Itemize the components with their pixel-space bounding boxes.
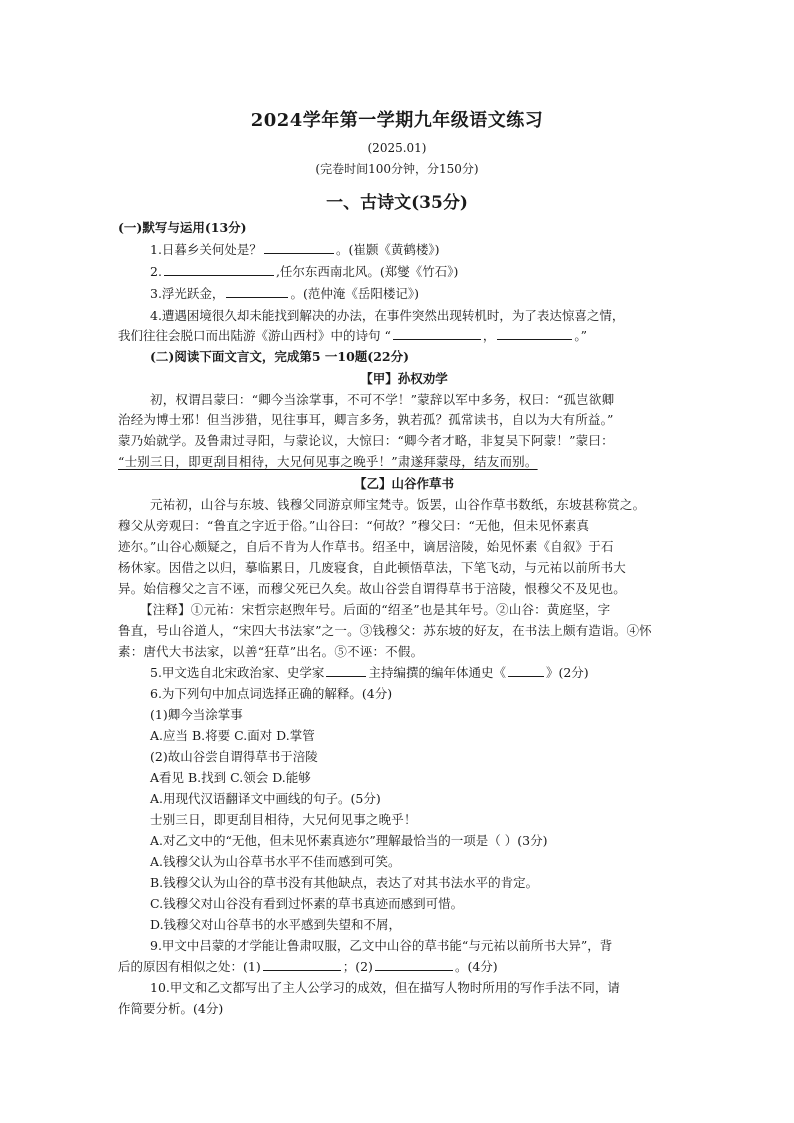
question-6-1-options: A.应当 B.将要 C.面对 D.掌管 (150, 728, 315, 743)
question-10-line1: 10.甲文和乙文都写出了主人公学习的成效，但在描写人物时所用的写作手法不同，请 (150, 980, 620, 995)
q4-text: 我们往往会脱口而出陆游《游山西村》中的诗句 “ (118, 328, 391, 343)
q2-blank[interactable] (164, 262, 274, 276)
page-title: 2024学年第一学期九年级语文练习 (250, 110, 544, 131)
q1-source: 。(崔颢《黄鹤楼》) (335, 242, 440, 257)
question-7-sentence: 士别三日，即更刮目相待，大兄何见事之晚乎！ (150, 812, 417, 827)
q5-points: 》(2分) (545, 665, 589, 680)
text-a-underlined-sentence: “士别三日，即更刮目相待，大兄何见事之晚乎！”肃遂拜蒙母，结友而别。 (118, 454, 538, 469)
q5-blank-2[interactable] (508, 663, 544, 677)
notes-line: 鲁直，号山谷道人，“宋四大书法家”之一。③钱穆父：苏东坡的好友，在书法上颇有造诣。④怀 (118, 623, 652, 638)
q1-text: 1.日暮乡关何处是？ (150, 242, 262, 257)
q9-blank-1[interactable] (263, 957, 341, 971)
question-9-line1: 9.甲文中吕蒙的才学能让鲁肃叹服，乙文中山谷的草书能“与元祐以前所书大异”，背 (150, 938, 613, 953)
q4-comma: ， (482, 328, 496, 343)
q4-end: 。” (574, 328, 588, 343)
question-6: 6.为下列句中加点词选择正确的解释。(4分) (150, 686, 393, 701)
q2-number: 2. (150, 264, 162, 279)
q5-blank-1[interactable] (326, 663, 366, 677)
q5-text: 5.甲文选自北宋政治家、史学家 (150, 665, 325, 680)
text-b-line: 迹尔。”山谷心颇疑之，自后不肯为人作草书。绍圣中，谪居涪陵，始见怀素《自叙》于石 (118, 539, 614, 554)
question-8-option-c: C.钱穆父对山谷没有看到过怀素的草书真迹而感到可惜。 (150, 896, 464, 911)
part1-heading: (一)默写与运用(13分) (118, 220, 247, 235)
question-2 (150, 262, 690, 282)
q4-blank-2[interactable] (497, 326, 572, 340)
part2-heading: (二)阅读下面文言文，完成第5 一10题(22分) (150, 349, 409, 364)
question-8: A.对乙文中的“无他，但未见怀素真迹尔”理解最恰当的一项是（ ）(3分) (150, 833, 548, 848)
notes-line: 【注释】①元祐：宋哲宗赵煦年号。后面的“绍圣”也是其年号。②山谷：黄庭坚，字 (140, 602, 611, 617)
text-b-title: 【乙】山谷作草书 (353, 476, 454, 491)
question-3 (150, 284, 690, 304)
question-1 (150, 240, 690, 260)
text-a-line: 初，权谓吕蒙曰：“卿今当涂掌事，不可不学！”蒙辞以军中多务，权曰：“孤岂欲卿 (150, 392, 615, 407)
text-b-line: 元祐初，山谷与东坡、钱穆父同游京师宝梵寺。饭罢，山谷作草书数纸，东坡甚称赏之。 (150, 497, 646, 512)
q3-source: 。(范仲淹《岳阳楼记》) (290, 286, 419, 301)
question-6-2: (2)故山谷尝自谓得草书于涪陵 (150, 749, 318, 764)
text-a-line: 治经为博士邪！但当涉猎，见往事耳，卿言多务，孰若孤？孤常读书，自以为大有所益。” (118, 412, 614, 427)
text-a-line: 蒙乃始就学。及鲁肃过寻阳，与蒙论议，大惊曰：“卿今者才略，非复吴下阿蒙！”蒙曰： (118, 433, 614, 448)
question-8-option-a: A.钱穆父认为山谷草书水平不佳而感到可笑。 (150, 854, 401, 869)
question-7: A.用现代汉语翻译文中画线的句子。(5分) (150, 791, 381, 806)
q1-blank[interactable] (264, 240, 334, 254)
text-b-line: 杨休家。因借之以归，摹临累日，几废寝食，自此顿悟草法，下笔飞动，与元祐以前所书大 (118, 560, 627, 575)
question-4-line1: 4.遭遇困境很久却未能找到解决的办法，在事件突然出现转机时，为了表达惊喜之情， (150, 308, 625, 323)
q9-points: 。(4分) (454, 959, 498, 974)
question-6-2-options: A看见 B.找到 C.领会 D.能够 (150, 770, 311, 785)
text-b-line: 穆父从旁观曰：“鲁直之字近于俗。”山谷曰：“何故？”穆父曰：“无他，但未见怀素真 (118, 518, 590, 533)
q9-sep: ；(2) (342, 959, 373, 974)
question-4-line2 (118, 326, 690, 346)
q9-blank-2[interactable] (375, 957, 453, 971)
question-6-1: (1)卿今当涂掌事 (150, 707, 243, 722)
notes-line: 素：唐代大书法家，以善“狂草”出名。⑤不诬：不假。 (118, 644, 424, 659)
exam-duration: (完卷时间100分钟，分150分) (315, 162, 479, 176)
q3-blank[interactable] (226, 284, 288, 298)
q5-text-2: 主持编撰的编年体通史《 (368, 665, 506, 680)
section-heading: 一、古诗文(35分) (326, 193, 468, 213)
q3-text: 3.浮光跃金， (150, 286, 225, 301)
text-a-title: 【甲】孙权劝学 (360, 371, 448, 386)
question-5 (150, 663, 690, 683)
question-9-line2 (118, 957, 690, 977)
question-10-line2: 作简要分析。(4分) (118, 1001, 224, 1016)
q4-blank-1[interactable] (393, 326, 481, 340)
exam-date: (2025.01) (367, 141, 427, 155)
q9-text: 后的原因有相似之处：(1) (118, 959, 261, 974)
question-8-option-b: B.钱穆父认为山谷的草书没有其他缺点，表达了对其书法水平的肯定。 (150, 875, 539, 890)
text-b-line: 异。始信穆父之言不诬，而穆父死已久矣。故山谷尝自谓得草书于涪陵，恨穆父不及见也。 (118, 581, 627, 596)
question-8-option-d: D.钱穆父对山谷草书的水平感到失望和不屑， (150, 917, 402, 932)
text-a-line-underlined (118, 452, 690, 472)
q2-text: ,任尔东西南北风。(郑燮《竹石》) (275, 264, 459, 279)
